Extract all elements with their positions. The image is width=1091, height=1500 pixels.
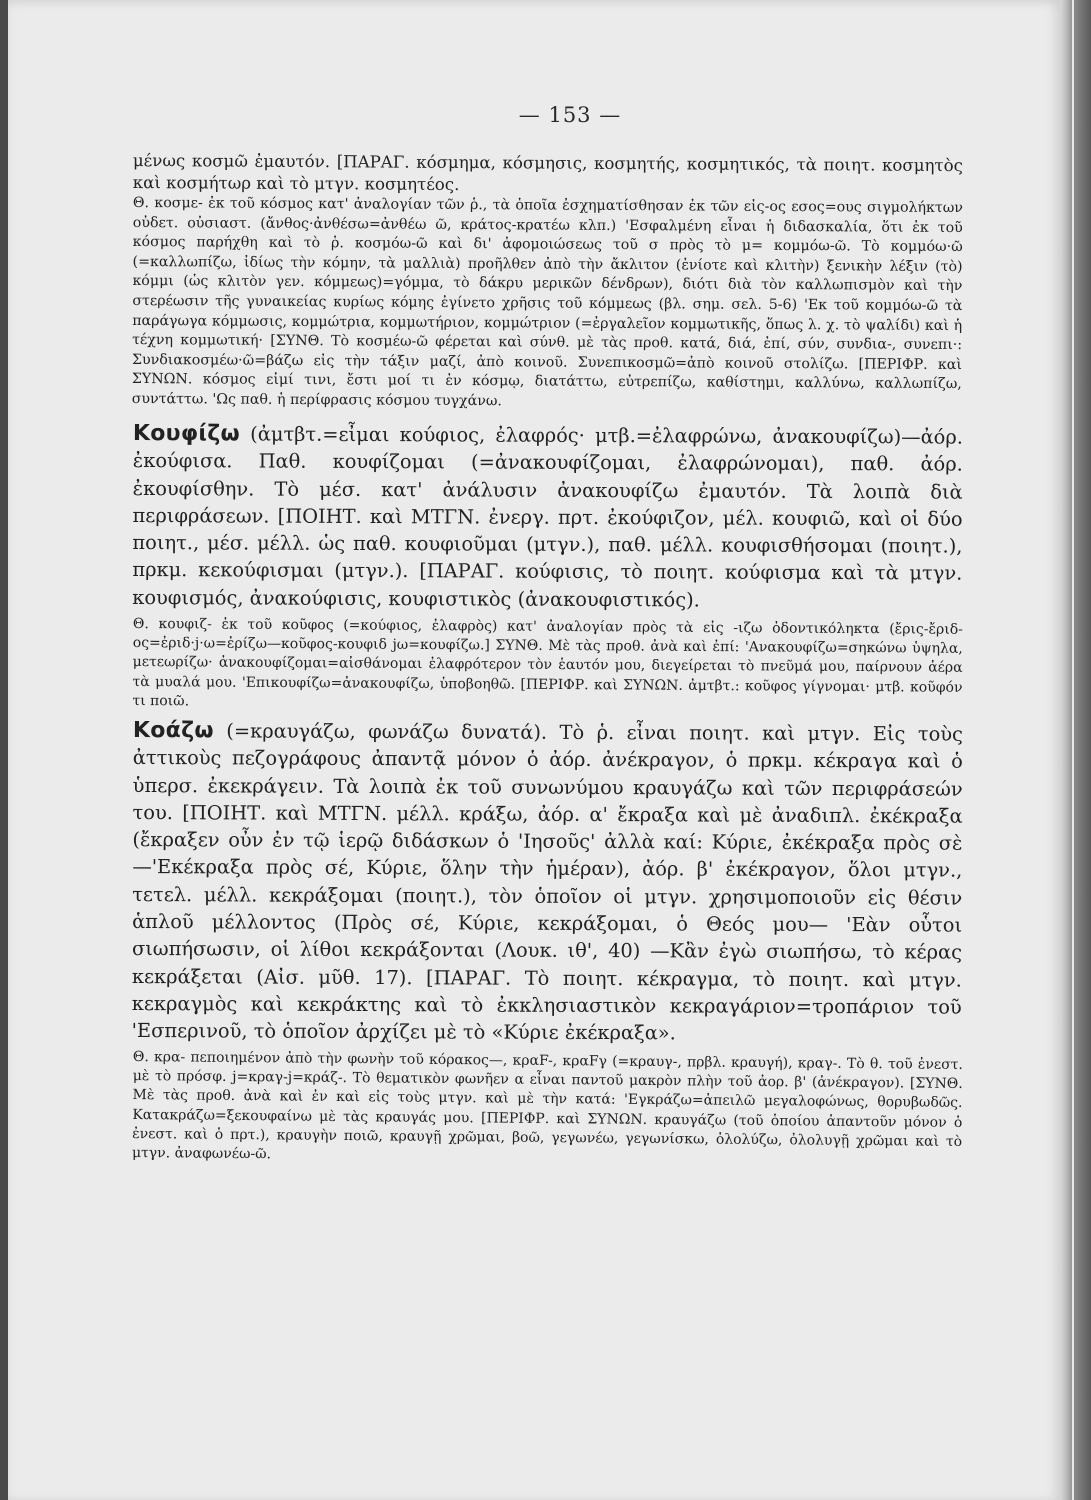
entry-kosmo-derivatives: μένως κοσμῶ ἐμαυτόν. [ΠΑΡΑΓ. κόσμημα, κόσμησις, κοσμητής, κοσμητικός, τὰ ποιητ. κοσμητὸς καὶ κοσμήτωρ καὶ τὸ μτγν. κοσμητέος. — [132, 150, 963, 194]
page-number: — 153 — — [518, 103, 622, 127]
entry-kosmo-etymology — [132, 194, 963, 415]
entry-koazo-etymology — [132, 1048, 963, 1171]
entry-kosmo-etymology-text: Θ. κοσμε- ἐκ τοῦ κόσμος κατ' ἀναλογίαν τῶν ῥ., τὰ ὁποῖα ἐσχηματίσθησαν ἐκ τῶν εἰς-ος εσος=ους σιγμολήκτων οὐδετ. οὐσιαστ. (ἄνθος·ἀνθέσω=ἀνθέω ῶ, κράτος-κρατέω κλπ.) 'Εσφαλμένη εἶναι ἡ διδασκαλία, ὅτι ἐκ τοῦ κόσμος παρήχθη καὶ τὸ ῥ. κοσμόω-ῶ καὶ δι' ἀφομοιώσεως τοῦ σ πρὸς τὸ μ= κομμόω-ῶ. Τὸ κομμόω·ῶ (=καλλωπίζω, ἰδίως τὴν κόμην, τὰ μαλλιὰ) προῆλθεν ἀπὸ τὴν ἄκλιτον (ἐνίοτε καὶ κλιτὴν) ξενικὴν λέξιν (τὸ) κόμμι (ὡς κλιτὸν γεν. κόμμεως)=γόμμα, τὸ δάκρυ μερικῶν δένδρων), διότι διὰ τὸν καλλωπισμὸν καὶ τὴν στερέωσιν τῆς γυναικείας κυρίως κόμης ἐγίνετο χρῆσις τοῦ κόμμεως (βλ. σημ. σελ. 5-6) 'Εκ τοῦ κομμόω-ῶ τὰ παράγωγα κόμμωσις, κομμώτρια, κομμωτήριον, κομμώτριον (=ἐργαλεῖον κομμωτικῆς, ὅπως λ. χ. τὸ ψαλίδι) καὶ ἡ τέχνη κομμωτική· [ΣΥΝΘ. Τὸ κοσμέω-ῶ φέρεται καὶ σύνθ. μὲ τὰς προθ. κατά, διά, ἐπί, σύν, συνδια-, συνεπι·: Συνδιακοσμέω·ῶ=βάζω εἰς τὴν τάξιν μαζί, ἀπὸ κοινοῦ. Συνεπικοσμῶ=ἀπὸ κοινοῦ στολίζω. [ΠΕΡΙΦΡ. καὶ ΣΥΝΩΝ. κόσμος εἰμί τινι, ἔστι μοί τι ἐν κόσμῳ, διατάττω, εὐτρεπίζω, καθίστημι, καλλύνω, καλλωπίζω, συντάττω. 'Ως παθ. ἡ περίφρασις κόσμου τυγχάνω. — [131, 194, 963, 410]
entry-koazo — [132, 717, 963, 1048]
entry-koufizo — [132, 420, 963, 615]
headword-koazo: Κοάζω — [132, 717, 214, 743]
headword-koufizo: Κουφίζω — [132, 420, 241, 446]
page-edge-line — [1072, 0, 1074, 1500]
entry-koazo-text: (=κραυγάζω, φωνάζω δυνατά). Τὸ ῥ. εἶναι ποιητ. καὶ μτγν. Εἰς τοὺς ἀττικοὺς πεζογράφους ἀπαντᾷ μόνον ὁ ἀόρ. ἀνέκραγον, ὁ πρκμ. κέκραγα καὶ ὁ ὑπερσ. ἐκεκράγειν. Τὰ λοιπὰ ἐκ τοῦ συνωνύμου κραυγάζω καὶ τῶν περιφράσεών του. [ΠΟΙΗΤ. καὶ ΜΤΓΝ. μέλλ. κράξω, ἀόρ. α' ἔκραξα καὶ μὲ ἀναδιπλ. ἐκέκραξα (ἔκραξεν οὖν ἐν τῷ ἱερῷ διδάσκων ὁ 'Ιησοῦς' ἀλλὰ καί: Κύριε, ἐκέκραξα πρὸς σὲ—'Εκέκραξα πρὸς σέ, Κύριε, ὅλην τὴν ἡμέραν), ἀόρ. β' ἐκέκραγον, ὅλοι μτγν., τετελ. μέλλ. κεκράξομαι (ποιητ.), τὸν ὁποῖον οἱ μτγν. χρησιμοποιοῦν εἰς θέσιν ἁπλοῦ μέλλοντος (Πρὸς σέ, Κύριε, κεκράξομαι, ὁ Θεός μου— 'Εὰν οὗτοι σιωπήσωσιν, οἱ λίθοι κεκράξονται (Λουκ. ιθ', 40) —Κἂν ἐγὼ σιωπήσω, τὸ κέρας κεκράξεται (Αἰσ. μῦθ. 17). [ΠΑΡΑΓ. Τὸ ποιητ. κέκραγμα, τὸ ποιητ. καὶ μτγν. κεκραγμὸς καὶ κεκράκτης καὶ τὸ ἐκκλησιαστικὸν κεκραγάριον=τροπάριον τοῦ 'Εσπερινοῦ, τὸ ὁποῖον ἀρχίζει μὲ τὸ «Κύριε ἐκέκραξα». — [131, 719, 963, 1045]
entry-koufizo-text: (ἀμτβτ.=εἶμαι κούφιος, ἐλαφρός· μτβ.=ἐλαφρώνω, ἀνακουφίζω)—ἀόρ. ἐκούφισα. Παθ. κουφίζομαι (=ἀνακουφίζομαι, ἐλαφρώνομαι), παθ. ἀόρ. ἐκουφίσθην. Τὸ μέσ. κατ' ἀνάλυσιν ἀνακουφίζω ἐμαυτόν. Τὰ λοιπὰ διὰ περιφράσεων. [ΠΟΙΗΤ. καὶ ΜΤΓΝ. ἐνεργ. πρτ. ἐκούφιζον, μέλ. κουφιῶ, καὶ οἱ δύο ποιητ., μέσ. μέλλ. ὡς παθ. κουφιοῦμαι (μτγν.), παθ. μέλλ. κουφισθήσομαι (ποιητ.), πρκμ. κεκούφισμαι (μτγν.). [ΠΑΡΑΓ. κούφισις, τὸ ποιητ. κούφισμα καὶ τὰ μτγν. κουφισμός, ἀνακούφισις, κουφιστικὸς (ἀνακουφιστικός). — [132, 422, 963, 611]
entry-koufizo-etymology-text: Θ. κουφιζ- ἐκ τοῦ κοῦφος (=κούφιος, ἐλαφρὸς) κατ' ἀναλογίαν πρὸς τὰ εἰς -ιζω ὀδοντικόληκτα (ἔρις-ἔριδ-ος=ἐριδ·j·ω=ἐρίζω—κοῦφος-κουφιδ jω=κουφίζω.] ΣΥΝΘ. Μὲ τὰς προθ. ἀνὰ καὶ ἐπί: 'Ανακουφίζω=σηκώνω ὑψηλα, μετεωρίζω· ἀνακουφίζομαι=αἰσθάνομαι ἐλαφρότερον τὸν ἑαυτόν μου, διεγείρεται τὸ πνεῦμά μου, παίρνουν ἀέρα τὰ μυαλά μου. 'Επικουφίζω=ἀνακουφίζω, ὑποβοηθῶ. [ΠΕΡΙΦΡ. καὶ ΣΥΝΩΝ. ἀμτβτ.: κοῦφος γίγνομαι· μτβ. κοῦφόν τι ποιῶ. — [132, 615, 963, 709]
page-content — [133, 150, 963, 1163]
page-edge-shadow — [1060, 0, 1091, 1500]
entry-koazo-etymology-text: Θ. κρα- πεποιημένον ἀπὸ τὴν φωνὴν τοῦ κόρακος—, κραF-, κραFγ (=κραυγ-, πρβλ. κραυγή), κραγ-. Τὸ θ. τοῦ ἐνεστ. μὲ τὸ πρόσφ. j=κραγ-j=κράζ-. Τὸ θεματικὸν φωνῆεν α εἶναι παντοῦ μακρὸν πλὴν τοῦ ἀορ. β' (ἀνέκραγον). [ΣΥΝΘ. Μὲ τὰς προθ. ἀνὰ καὶ ἐν καὶ εἰς τοὺς μτγν. καὶ μὲ τὴν κατά: 'Εγκράζω=ἀπειλῶ μεγαλοφώνως, θορυβωδῶς. Κατακράζω=ξεκουφαίνω μὲ τὰς κραυγάς μου. [ΠΕΡΙΦΡ. καὶ ΣΥΝΩΝ. κραυγάζω (τοῦ ὁποίου ἀπαντοῦν μόνον ὁ ἐνεστ. καὶ ὁ πρτ.), κραυγὴν ποιῶ, κραυγῇ χρῶμαι, βοῶ, γεγωνέω, γεγωνίσκω, ὀλολύζω, ὀλολυγῇ χρῶμαι καὶ τὸ μτγν. ἀναφωνέω-ῶ. — [131, 1049, 963, 1163]
entry-kosmo-text — [133, 150, 963, 199]
entry-koufizo-etymology — [132, 615, 963, 717]
